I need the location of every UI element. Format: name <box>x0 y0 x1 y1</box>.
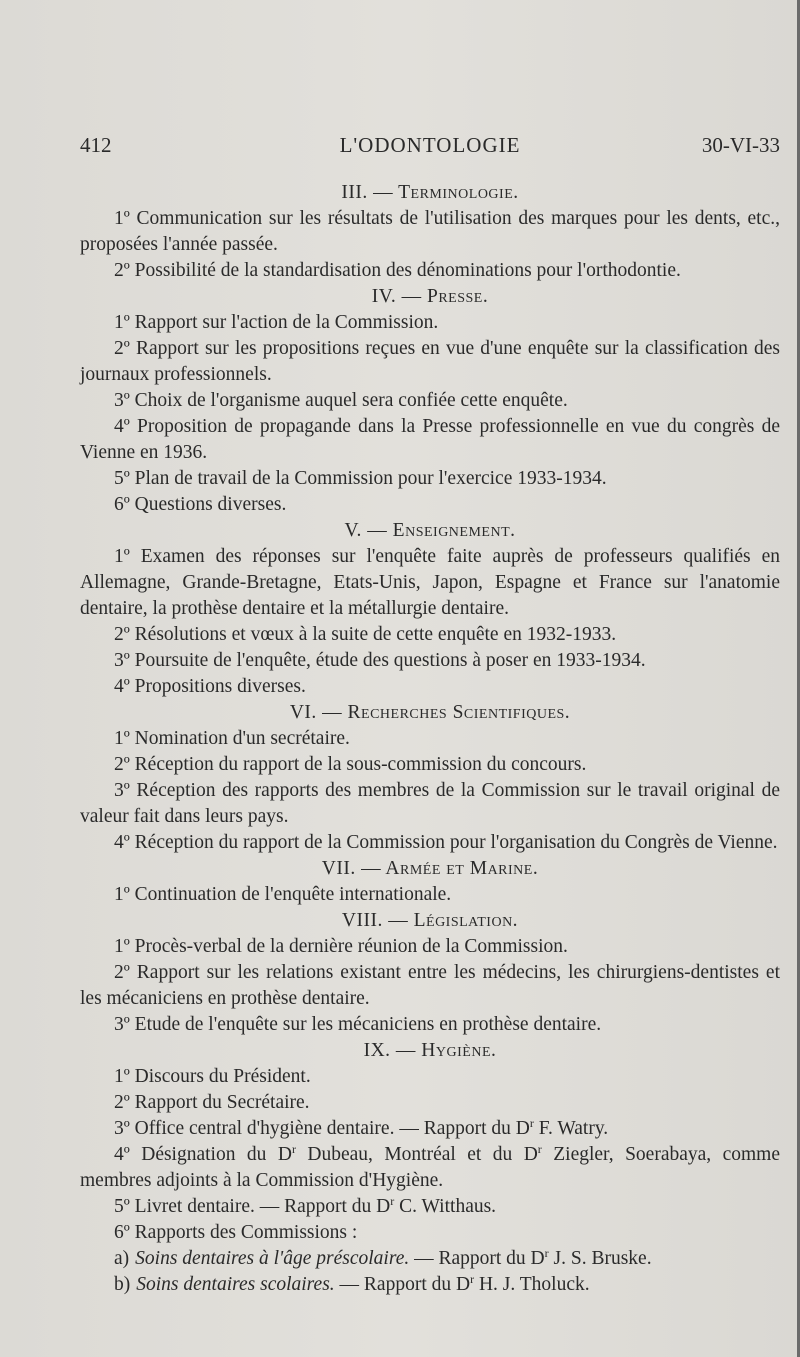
section-heading: III. — Terminologie. <box>341 182 519 203</box>
list-item: 1º Continuation de l'enquête internationale. <box>114 884 452 905</box>
list-item: 1º Procès-verbal de la dernière réunion de la Commission. <box>114 936 568 957</box>
section-heading: IX. — Hygiène. <box>363 1040 497 1061</box>
list-item: 5º Livret dentaire. — Rapport du $D^r$ C. Witthaus. <box>114 1194 497 1217</box>
issue-date: 30-VI-33 <box>701 133 780 157</box>
section-heading: VI. — Recherches Scientifiques. <box>289 702 571 723</box>
list-item: 1º Nomination d'un secrétaire. <box>114 728 350 749</box>
list-item: 2º Rapport sur les propositions reçues en vue d'une enquête sur la classification des journaux professionnels. <box>80 338 780 385</box>
sub-item: a) Soins dentaires à l'âge préscolaire. — Rapport du $D^r$ J. S. Bruske. <box>114 1246 652 1269</box>
page-number: 412 <box>80 133 112 157</box>
list-item: 3º Poursuite de l'enquête, étude des questions à poser en 1933-1934. <box>114 650 646 671</box>
list-item: 1º Communication sur les résultats de l'utilisation des marques pour les dents, etc., proposées l'année passée. <box>80 208 780 255</box>
list-item: 4º Proposition de propagande dans la Presse professionnelle en vue du congrès de Vienne en 1936. <box>80 416 780 463</box>
list-item: 3º Réception des rapports des membres de la Commission sur le travail original de valeur fait dans leurs pays. <box>80 780 780 827</box>
list-item: 3º Choix de l'organisme auquel sera confiée cette enquête. <box>114 390 568 411</box>
list-item: 4º Désignation du $D^r$ Dubeau, Montréal et du $D^r$ Ziegler, Soerabaya, comme membres adjoints à la Commission d'Hygiène. <box>80 1142 780 1191</box>
section-heading: IV. — Presse. <box>371 286 489 307</box>
list-item: 3º Etude de l'enquête sur les mécaniciens en prothèse dentaire. <box>114 1014 602 1035</box>
document-body <box>80 180 780 1298</box>
list-item: 6º Rapports des Commissions : <box>114 1222 358 1243</box>
list-item: 2º Possibilité de la standardisation des dénominations pour l'orthodontie. <box>114 260 681 281</box>
section-heading: VIII. — Législation. <box>341 910 519 931</box>
section-heading: V. — Enseignement. <box>344 520 516 541</box>
list-item: 2º Réception du rapport de la sous-commission du concours. <box>114 754 587 775</box>
list-item: 1º Examen des réponses sur l'enquête faite auprès de professeurs qualifiés en Allemagne, Grande-Bretagne, Etats-Unis, Japon, Espagne et France sur l'anatomie dentaire, la prothèse dentaire et la métallurgie dentaire. <box>80 546 780 619</box>
list-item: 3º Office central d'hygiène dentaire. — Rapport du $D^r$ F. Watry. <box>114 1116 609 1139</box>
journal-title: L'ODONTOLOGIE <box>339 133 521 157</box>
list-item: 4º Réception du rapport de la Commission pour l'organisation du Congrès de Vienne. <box>114 832 778 853</box>
list-item: 6º Questions diverses. <box>114 494 287 515</box>
sub-item: b) Soins dentaires scolaires. — Rapport du $D^r$ H. J. Tholuck. <box>114 1272 590 1295</box>
list-item: 2º Rapport du Secrétaire. <box>114 1092 310 1113</box>
list-item: 1º Discours du Président. <box>114 1066 311 1087</box>
list-item: 4º Propositions diverses. <box>114 676 306 697</box>
list-item: 5º Plan de travail de la Commission pour l'exercice 1933-1934. <box>114 468 607 489</box>
list-item: 2º Résolutions et vœux à la suite de cette enquête en 1932-1933. <box>114 624 617 645</box>
section-heading: VII. — Armée et Marine. <box>321 858 539 879</box>
running-head <box>80 133 780 163</box>
list-item: 2º Rapport sur les relations existant entre les médecins, les chirurgiens-dentistes et les mécaniciens en prothèse dentaire. <box>80 962 780 1009</box>
list-item: 1º Rapport sur l'action de la Commission. <box>114 312 439 333</box>
